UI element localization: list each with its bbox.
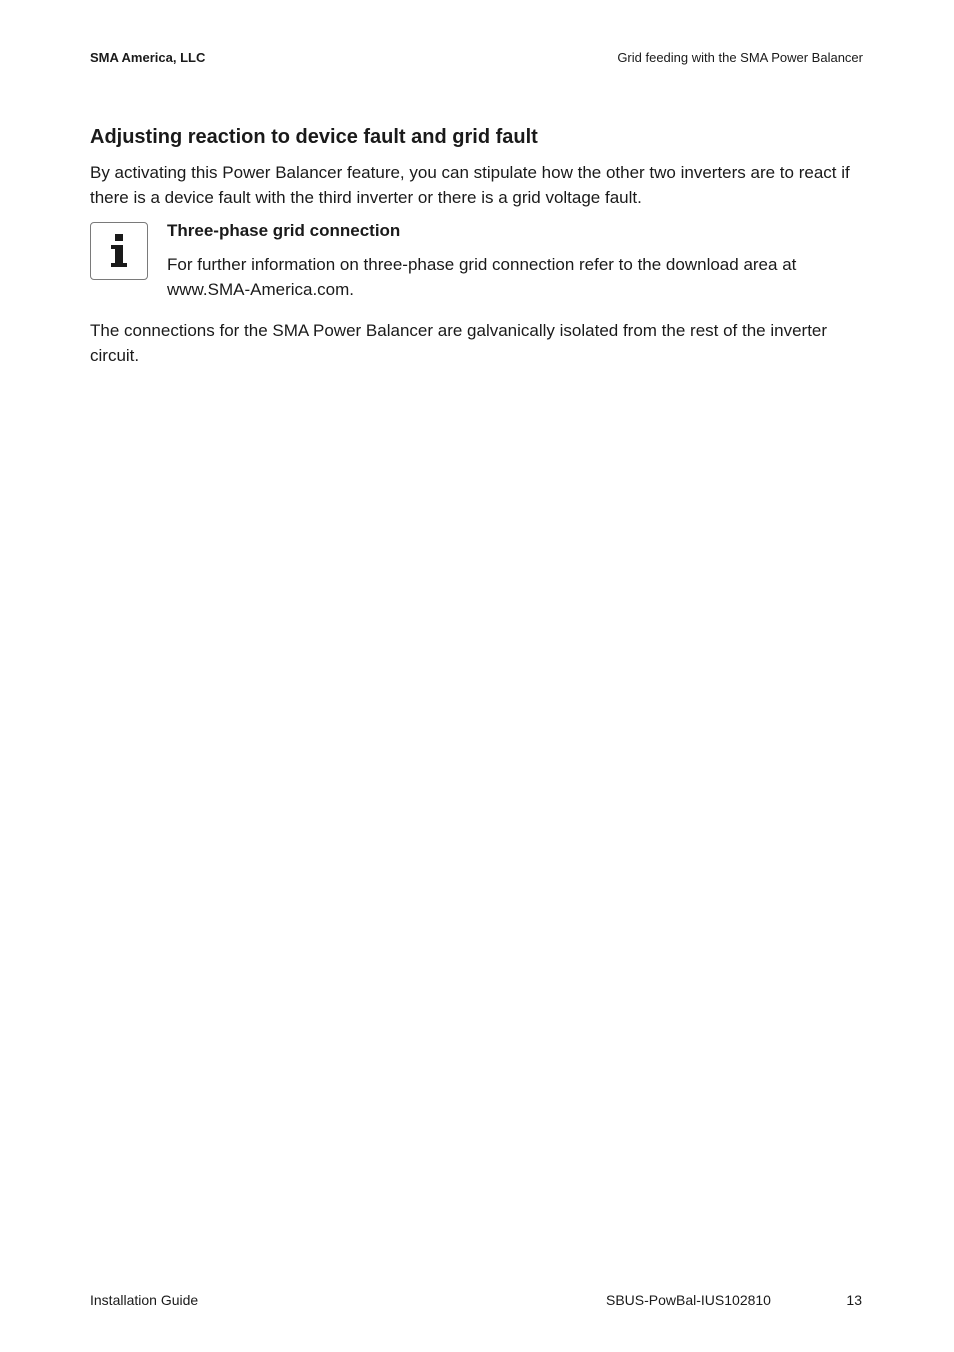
isolation-paragraph: The connections for the SMA Power Balancer are galvanically isolated from the rest of the inverter circuit.: [90, 321, 828, 365]
header-chapter: Grid feeding with the SMA Power Balancer: [617, 50, 863, 65]
note-body: For further information on three-phase grid connection refer to the download area at www.SMA-America.com.: [167, 255, 797, 299]
intro-paragraph: By activating this Power Balancer feature, you can stipulate how the other two inverters are to react if there is a device fault with the third inverter or there is a grid voltage fault.: [90, 163, 850, 207]
page-number: 13: [846, 1292, 862, 1308]
footer-doc-type: Installation Guide: [90, 1292, 199, 1308]
footer-doc-code: SBUS-PowBal-IUS102810: [606, 1292, 771, 1308]
info-glyph: [109, 234, 129, 268]
section-title: Adjusting reaction to device fault and grid fault: [90, 126, 538, 148]
note-title: Three-phase grid connection: [167, 221, 401, 240]
info-icon: [90, 222, 148, 280]
header-company: SMA America, LLC: [90, 50, 206, 65]
